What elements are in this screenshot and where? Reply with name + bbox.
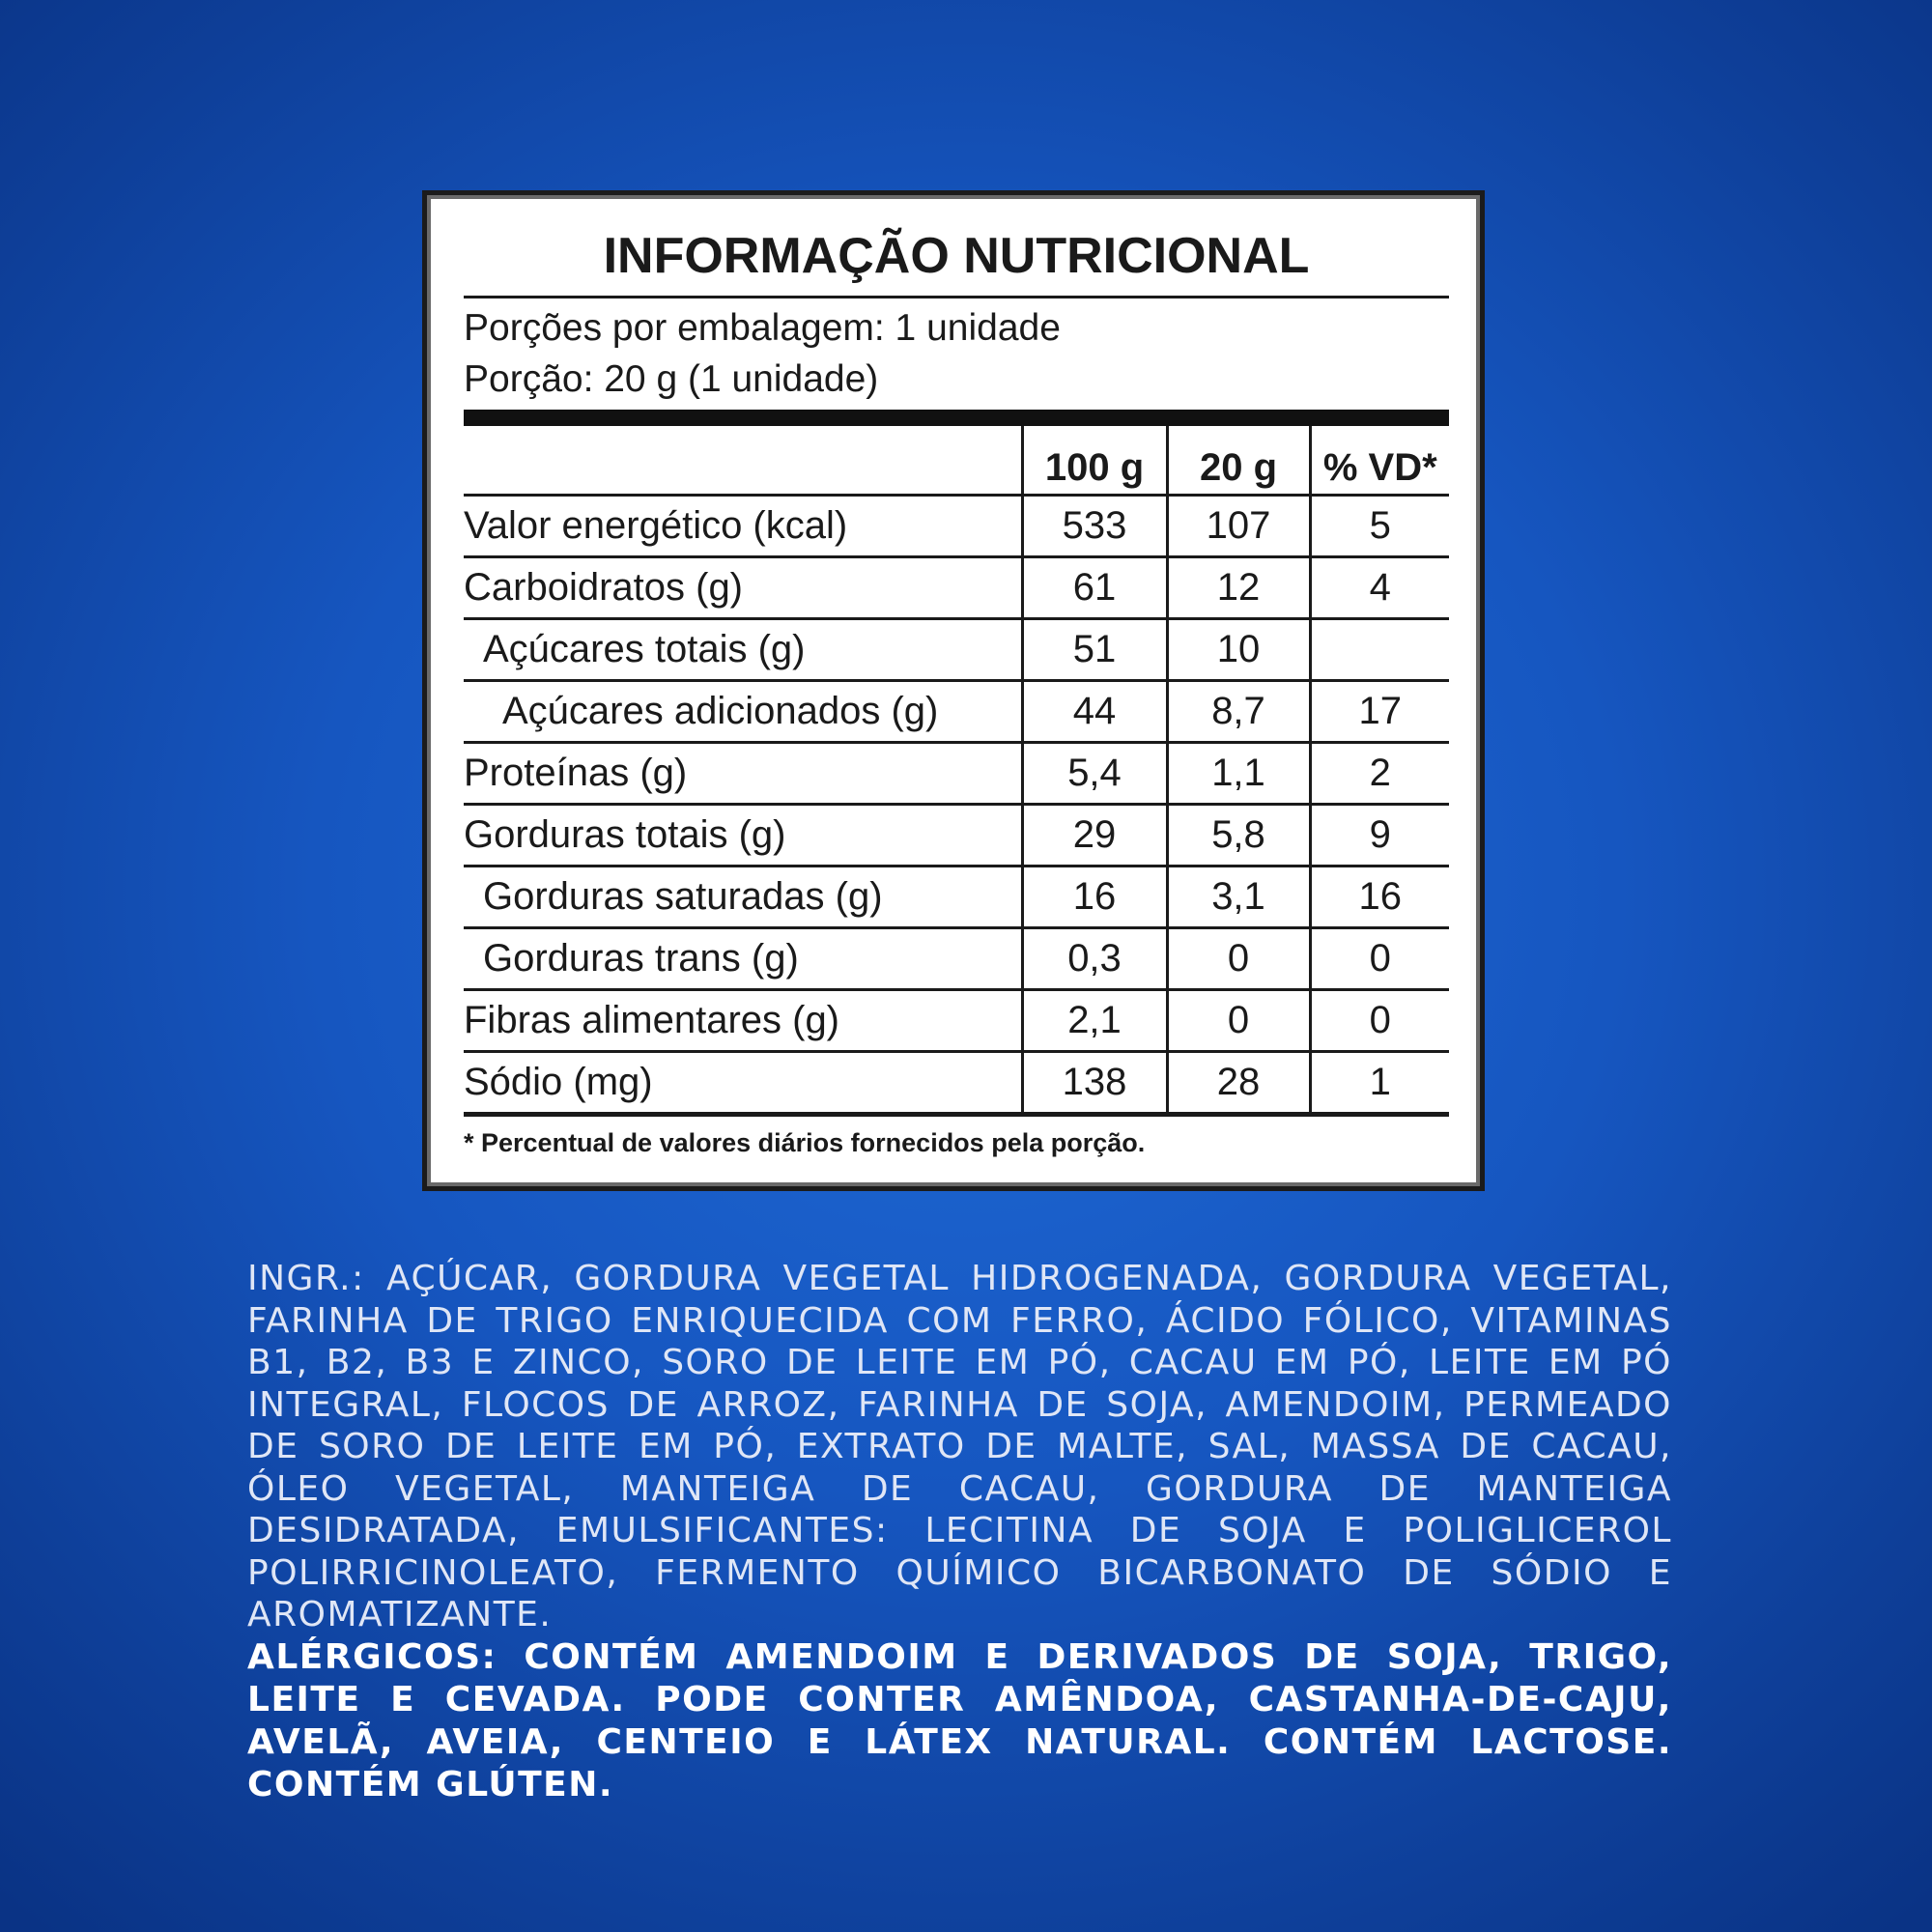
table-row (464, 681, 1449, 743)
allergens-warning: ALÉRGICOS: CONTÉM AMENDOIM E DERIVADOS DE SOJA, TRIGO, LEITE E CEVADA. PODE CONTER AMÊNDOA, CASTANHA-DE-CAJU, AVELÃ, AVEIA, CENTEIO E LÁTEX NATURAL. CONTÉM LACTOSE. CONTÉM GLÚTEN. (247, 1637, 1672, 1804)
nutrient-name: Gorduras saturadas (g) (464, 867, 1022, 928)
value-100g: 2,1 (1022, 990, 1167, 1052)
table-row (464, 990, 1449, 1052)
nutrition-facts-content (464, 199, 1449, 1158)
value-100g: 138 (1022, 1052, 1167, 1115)
thick-divider (464, 410, 1449, 426)
nutrition-table (464, 426, 1449, 1117)
nutrient-name: Valor energético (kcal) (464, 496, 1022, 557)
value-vd: 16 (1310, 867, 1449, 928)
value-100g: 51 (1022, 619, 1167, 681)
table-row (464, 557, 1449, 619)
value-100g: 16 (1022, 867, 1167, 928)
table-row (464, 928, 1449, 990)
value-100g: 0,3 (1022, 928, 1167, 990)
value-20g: 10 (1167, 619, 1310, 681)
value-20g: 12 (1167, 557, 1310, 619)
value-20g: 0 (1167, 990, 1310, 1052)
value-100g: 29 (1022, 805, 1167, 867)
value-20g: 107 (1167, 496, 1310, 557)
value-vd: 17 (1310, 681, 1449, 743)
value-20g: 28 (1167, 1052, 1310, 1115)
value-100g: 44 (1022, 681, 1167, 743)
value-100g: 533 (1022, 496, 1167, 557)
table-row (464, 619, 1449, 681)
value-vd: 1 (1310, 1052, 1449, 1115)
value-100g: 61 (1022, 557, 1167, 619)
table-row (464, 1052, 1449, 1115)
nutrient-name: Sódio (mg) (464, 1052, 1022, 1115)
value-vd (1310, 619, 1449, 681)
label-title: INFORMAÇÃO NUTRICIONAL (464, 199, 1449, 298)
value-100g: 5,4 (1022, 743, 1167, 805)
ingredients-list: INGR.: AÇÚCAR, GORDURA VEGETAL HIDROGENADA, GORDURA VEGETAL, FARINHA DE TRIGO ENRIQUECIDA COM FERRO, ÁCIDO FÓLICO, VITAMINAS B1, B2, B3 E ZINCO, SORO DE LEITE EM PÓ, CACAU EM PÓ, LEITE EM PÓ INTEGRAL, FLOCOS DE ARROZ, FARINHA DE SOJA, AMENDOIM, PERMEADO DE SORO DE LEITE EM PÓ, EXTRATO DE MALTE, SAL, MASSA DE CACAU, ÓLEO VEGETAL, MANTEIGA DE CACAU, GORDURA DE MANTEIGA DESIDRATADA, EMULSIFICANTES: LECITINA DE SOJA E POLIGLICEROL POLIRRICINOLEATO, FERMENTO QUÍMICO BICARBONATO DE SÓDIO E AROMATIZANTE. (247, 1259, 1672, 1634)
table-row (464, 496, 1449, 557)
table-header-row (464, 426, 1449, 496)
value-20g: 0 (1167, 928, 1310, 990)
serving-size: Porção: 20 g (1 unidade) (464, 358, 879, 400)
value-vd: 5 (1310, 496, 1449, 557)
value-vd: 2 (1310, 743, 1449, 805)
value-vd: 0 (1310, 928, 1449, 990)
nutrient-name: Proteínas (g) (464, 743, 1022, 805)
value-vd: 0 (1310, 990, 1449, 1052)
value-vd: 9 (1310, 805, 1449, 867)
column-header-100g: 100 g (1022, 426, 1167, 496)
nutrient-name: Açúcares adicionados (g) (464, 681, 1022, 743)
nutrient-name: Carboidratos (g) (464, 557, 1022, 619)
nutrient-name: Gorduras trans (g) (464, 928, 1022, 990)
value-20g: 1,1 (1167, 743, 1310, 805)
table-row (464, 867, 1449, 928)
column-header-nutrient (464, 426, 1022, 496)
column-header-vd: % VD* (1310, 426, 1449, 496)
value-20g: 5,8 (1167, 805, 1310, 867)
nutrient-name: Gorduras totais (g) (464, 805, 1022, 867)
table-row (464, 805, 1449, 867)
nutrition-facts-label (427, 195, 1480, 1186)
nutrient-name: Açúcares totais (g) (464, 619, 1022, 681)
value-vd: 4 (1310, 557, 1449, 619)
table-row (464, 743, 1449, 805)
value-20g: 3,1 (1167, 867, 1310, 928)
label-footnote: * Percentual de valores diários fornecidos pela porção. (464, 1128, 1146, 1157)
column-header-20g: 20 g (1167, 426, 1310, 496)
value-20g: 8,7 (1167, 681, 1310, 743)
nutrient-name: Fibras alimentares (g) (464, 990, 1022, 1052)
servings-per-package: Porções por embalagem: 1 unidade (464, 307, 1061, 349)
